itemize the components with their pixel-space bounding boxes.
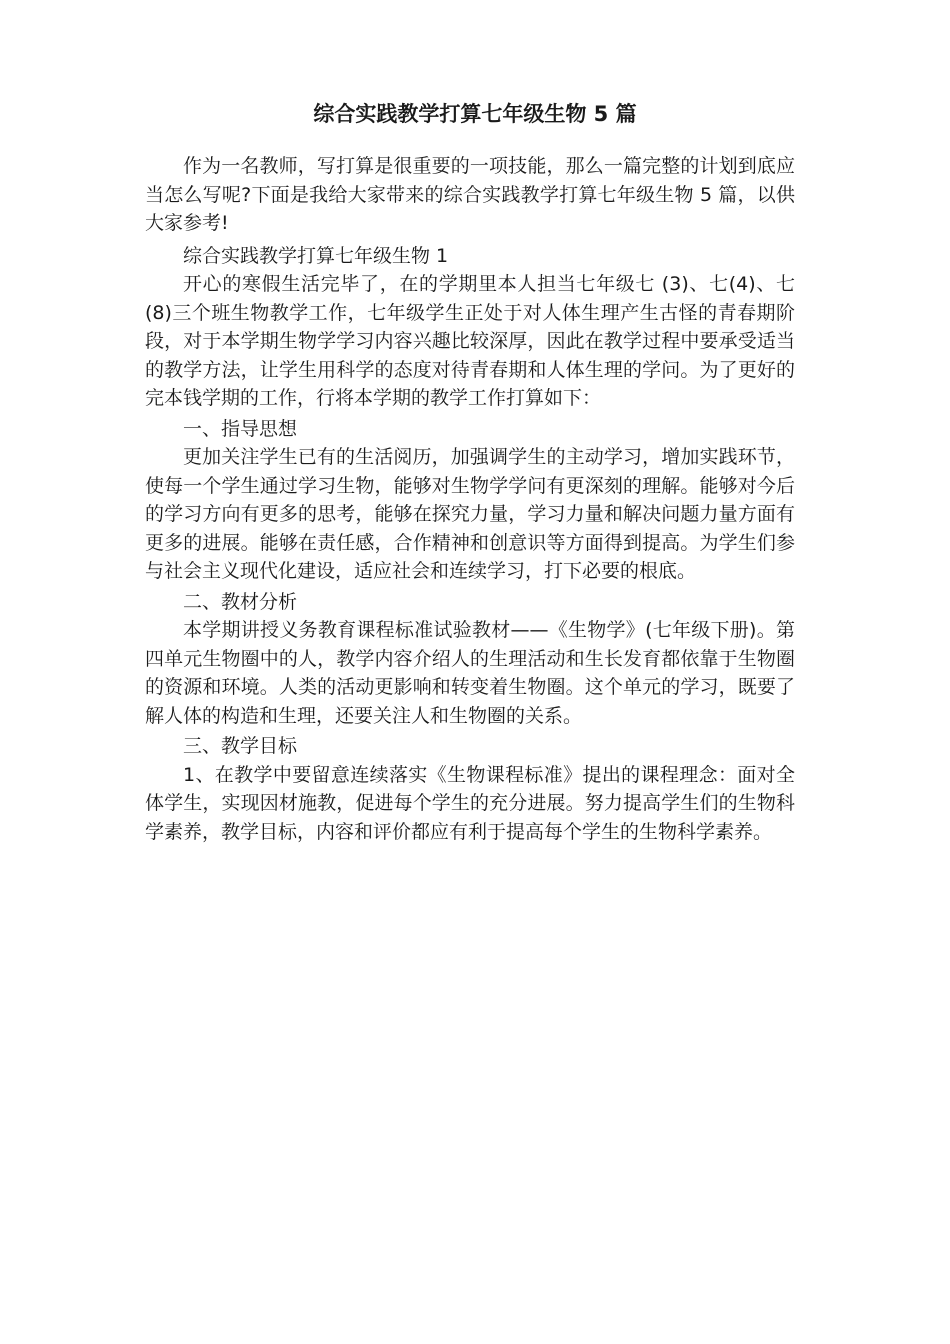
section-1-paragraph: 开心的寒假生活完毕了，在的学期里本人担当七年级七 (3)、七(4)、七(8)三个班生物教学工作，七年级学生正处于对人体生理产生古怪的青春期阶段，对于本学期生物学学习内容兴趣比较深厚，因此在教学过程中要承受适当的教学方法，让学生用科学的态度对待青春期和人体生理的学问。为了更好的完本钱学期的工作，行将本学期的教学工作打算如下： xyxy=(145,273,795,409)
section-title-1: 综合实践教学打算七年级生物 1 xyxy=(183,244,449,267)
guiding-ideology-paragraph: 更加关注学生已有的生活阅历，加强调学生的主动学习，增加实践环节，使每一个学生通过学习生物，能够对生物学学问有更深刻的理解。能够对今后的学习方向有更多的思考，能够在探究力量，学习力量和解决问题力量方面有更多的进展。能够在责任感，合作精神和创意识等方面得到提高。为学生们参与社会主义现代化建设，适应社会和连续学习，打下必要的根底。 xyxy=(145,446,795,582)
textbook-analysis-paragraph: 本学期讲授义务教育课程标准试验教材——《生物学》(七年级下册)。第四单元生物圈中的人，教学内容介绍人的生理活动和生长发育都依靠于生物圈的资源和环境。人类的活动更影响和转变着生物圈。这个单元的学习，既要了解人体的构造和生理，还要关注人和生物圈的关系。 xyxy=(145,619,795,727)
heading-textbook-analysis: 二、教材分析 xyxy=(183,590,298,613)
intro-paragraph: 作为一名教师，写打算是很重要的一项技能，那么一篇完整的计划到底应当怎么写呢?下面是我给大家带来的综合实践教学打算七年级生物 5 篇，以供大家参考! xyxy=(145,155,795,234)
document-body xyxy=(145,152,795,846)
heading-teaching-goals: 三、教学目标 xyxy=(183,735,298,757)
teaching-goals-paragraph: 1、在教学中要留意连续落实《生物课程标准》提出的课程理念：面对全体学生，实现因材施教，促进每个学生的充分进展。努力提高学生们的生物科学素养，教学目标，内容和评价都应有利于提高每个学生的生物科学素养。 xyxy=(145,763,795,843)
document-title: 综合实践教学打算七年级生物 5 篇 xyxy=(313,102,637,126)
heading-guiding-ideology: 一、指导思想 xyxy=(183,417,298,440)
